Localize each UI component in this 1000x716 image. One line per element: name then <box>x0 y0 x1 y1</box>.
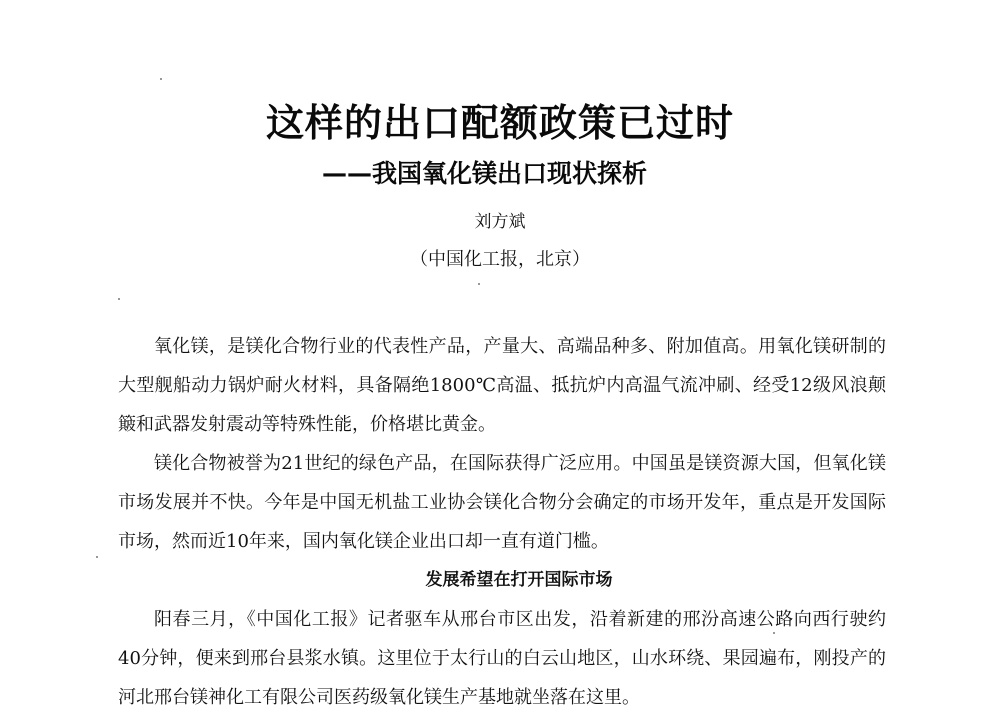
scan-speck <box>478 283 480 285</box>
author-name: 刘方斌 <box>474 212 526 232</box>
author-affiliation: （中国化工报，北京） <box>410 249 590 270</box>
article-body <box>118 327 886 716</box>
scan-speck <box>118 298 120 300</box>
paragraph-1: 氧化镁，是镁化合物行业的代表性产品，产量大、高端品种多、附加值高。用氧化镁研制的大型舰船动力锅炉耐火材料，具备隔绝1800℃高温、抵抗炉内高温气流冲刷、经受12级风浪颠簸和武器发射震动等特殊性能，价格堪比黄金。 <box>118 336 886 435</box>
article-subtitle: ——我国氧化镁出口现状探析 <box>322 159 648 188</box>
section-heading: 发展希望在打开国际市场 <box>425 570 613 590</box>
article-title: 这样的出口配额政策已过时 <box>265 101 734 145</box>
paragraph-3: 阳春三月，《中国化工报》记者驱车从邢台市区出发，沿着新建的邢汾高速公路向西行驶约40分钟，便来到邢台县浆水镇。这里位于太行山的白云山地区，山水环绕、果园遍布，刚投产的河北邢台镁神化工有限公司医药级氧化镁生产基地就坐落在这里。 <box>118 609 886 708</box>
scan-speck <box>96 556 98 558</box>
scan-speck <box>160 78 162 80</box>
scan-speck <box>773 632 775 634</box>
paragraph-2: 镁化合物被誉为21世纪的绿色产品，在国际获得广泛应用。中国虽是镁资源大国，但氧化镁市场发展并不快。今年是中国无机盐工业协会镁化合物分会确定的市场开发年，重点是开发国际市场，然而近10年来，国内氧化镁企业出口却一直有道门槛。 <box>118 453 886 552</box>
